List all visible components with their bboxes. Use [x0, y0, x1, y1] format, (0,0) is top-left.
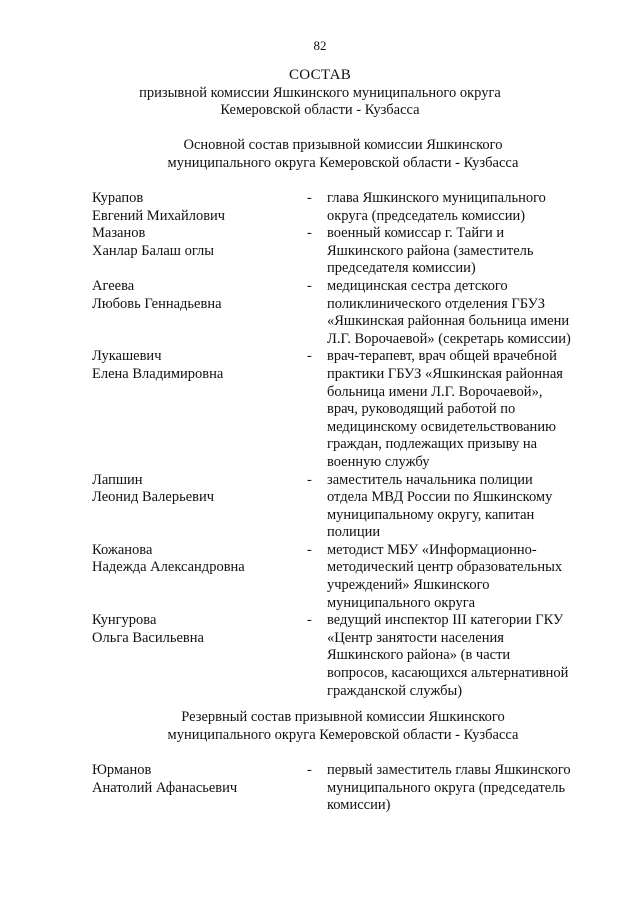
member-surname: Лукашевич: [92, 348, 162, 365]
member-ageeva: [92, 278, 592, 348]
role-line: муниципального округа: [327, 594, 476, 611]
member-role: [327, 348, 589, 471]
member-kurapov: [92, 190, 592, 225]
role-line: округа (председатель комиссии): [327, 207, 526, 224]
separator-dash: -: [307, 541, 312, 558]
separator-dash: -: [307, 471, 312, 488]
member-name: [92, 542, 292, 577]
role-line: Яшкинского района» (в части: [327, 647, 511, 664]
role-line: «Яшкинская районная больница имени: [327, 313, 570, 330]
member-name: [92, 278, 292, 313]
member-given-name: Ольга Васильевна: [92, 629, 204, 646]
member-name: [92, 472, 292, 507]
role-line: медицинская сестра детского: [327, 277, 508, 294]
role-line: медицинскому освидетельствованию: [327, 418, 556, 435]
document-title: [0, 67, 640, 120]
member-lapshin: [92, 472, 592, 542]
member-given-name: Елена Владимировна: [92, 365, 224, 382]
page-number: 82: [313, 38, 327, 53]
role-line: практики ГБУЗ «Яшкинская районная: [327, 365, 563, 382]
role-line: Л.Г. Ворочаевой» (секретарь комиссии): [327, 330, 571, 347]
member-mazanov: [92, 225, 592, 278]
member-name: [92, 225, 292, 260]
member-kozhanova: [92, 542, 592, 612]
separator-dash: -: [307, 190, 312, 206]
role-line: методический центр образовательных: [327, 559, 563, 576]
member-surname: Мазанов: [92, 225, 146, 242]
role-line: председателя комиссии): [327, 260, 476, 277]
member-given-name: Леонид Валерьевич: [92, 489, 215, 506]
member-given-name: Евгений Михайлович: [92, 207, 226, 224]
member-surname: Кожанова: [92, 541, 153, 558]
role-line: муниципального округа (председатель: [327, 779, 566, 796]
role-line: глава Яшкинского муниципального: [327, 190, 546, 206]
role-line: гражданской службы): [327, 682, 463, 699]
main-members-list: [92, 190, 592, 700]
main-section-heading: [0, 137, 640, 172]
member-surname: Юрманов: [92, 762, 152, 778]
title-main: СОСТАВ: [288, 67, 352, 83]
member-surname: Курапов: [92, 190, 144, 206]
role-line: методист МБУ «Информационно-: [327, 541, 537, 558]
heading-line: муниципального округа Кемеровской области - Кузбасса: [167, 726, 519, 743]
role-line: муниципальному округу, капитан: [327, 506, 535, 523]
separator-dash: -: [307, 225, 312, 242]
separator-dash: -: [307, 348, 312, 365]
member-role: [327, 542, 589, 612]
heading-line: Резервный состав призывной комиссии Яшкинского: [181, 709, 505, 725]
member-role: [327, 190, 589, 225]
role-line: врач, руководящий работой по: [327, 401, 516, 418]
reserve-members-list: [92, 762, 592, 815]
member-surname: Кунгурова: [92, 612, 157, 629]
role-line: ведущий инспектор III категории ГКУ: [327, 612, 564, 629]
member-given-name: Надежда Александровна: [92, 559, 245, 576]
role-line: заместитель начальника полиции: [327, 471, 533, 488]
member-kungurova: [92, 612, 592, 700]
member-name: [92, 348, 292, 383]
member-role: [327, 225, 589, 278]
role-line: полиции: [327, 524, 381, 541]
member-surname: Агеева: [92, 277, 135, 294]
member-role: [327, 762, 589, 815]
role-line: врач-терапевт, врач общей врачебной: [327, 348, 557, 365]
role-line: отдела МВД России по Яшкинскому: [327, 489, 553, 506]
heading-line: Основной состав призывной комиссии Яшкинского: [183, 137, 503, 153]
role-line: военную службу: [327, 453, 430, 470]
role-line: поликлинического отделения ГБУЗ: [327, 295, 545, 312]
role-line: учреждений» Яшкинского: [327, 577, 490, 594]
role-line: «Центр занятости населения: [327, 629, 504, 646]
title-line: Кемеровской области - Кузбасса: [220, 102, 420, 119]
role-line: первый заместитель главы Яшкинского: [327, 762, 571, 778]
member-role: [327, 472, 589, 542]
role-line: Яшкинского района (заместитель: [327, 242, 534, 259]
member-name: [92, 762, 292, 797]
heading-line: муниципального округа Кемеровской области - Кузбасса: [167, 154, 519, 171]
separator-dash: -: [307, 277, 312, 294]
member-given-name: Любовь Геннадьевна: [92, 295, 222, 312]
member-name: [92, 612, 292, 647]
role-line: больница имени Л.Г. Ворочаевой»,: [327, 383, 543, 400]
title-line: призывной комиссии Яшкинского муниципального округа: [139, 84, 501, 101]
member-surname: Лапшин: [92, 471, 143, 488]
member-role: [327, 278, 589, 348]
role-line: военный комиссар г. Тайги и: [327, 225, 505, 242]
reserve-section-heading: [0, 709, 640, 744]
separator-dash: -: [307, 612, 312, 629]
role-line: граждан, подлежащих призыву на: [327, 436, 538, 453]
member-given-name: Ханлар Балаш оглы: [92, 242, 215, 259]
member-role: [327, 612, 589, 700]
member-yurmanov: [92, 762, 592, 815]
member-lukashevich: [92, 348, 592, 471]
role-line: вопросов, касающихся альтернативной: [327, 665, 569, 682]
separator-dash: -: [307, 762, 312, 778]
role-line: комиссии): [327, 797, 391, 814]
member-name: [92, 190, 292, 225]
member-given-name: Анатолий Афанасьевич: [92, 779, 238, 796]
